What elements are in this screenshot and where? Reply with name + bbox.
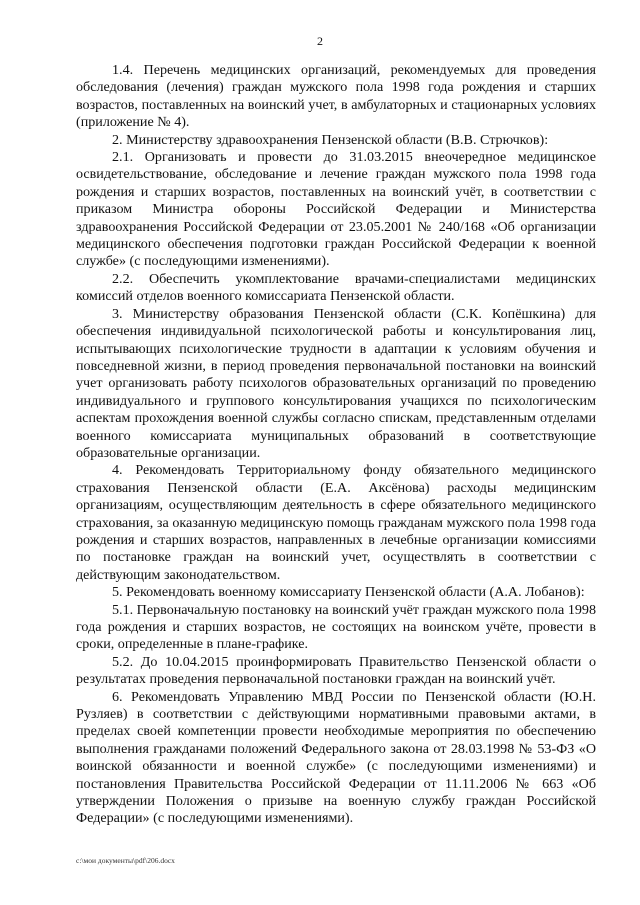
paragraph-2-1: 2.1. Организовать и провести до 31.03.2015 внеочередное медицинское освидетельствование, обследование и лечение граждан мужского пола 1998 года рождения и старших возрастов, поставленных на воинский учёт, в соответствии с приказом Министра обороны Российской Федерации и Министерства здравоохранения Российской Федерации от 23.05.2001 № 240/168 «Об организации медицинского обеспечения подготовки граждан Российской Федерации к военной службе» (с последующими изменениями). [76, 149, 596, 270]
paragraph-5: 5. Рекомендовать военному комиссариату Пензенской области (А.А. Лобанов): [112, 584, 585, 601]
footer-file-path: c:\мои документы\pdf\206.docx [76, 856, 175, 865]
paragraph-3: 3. Министерству образования Пензенской области (С.К. Копёшкина) для обеспечения индивидуальной психологической работы и консультирования лиц, испытывающих психологические трудности в адаптации к условиям обучения и повседневной жизни, в период проведения первоначальной постановки на воинский учет организовать работу психологов образовательных организаций по проведению индивидуального и группового консультирования учащихся по психологическим аспектам прохождения военной службы согласно спискам, представленным отделами военного комиссариата муниципальных образований в соответствующие образовательные организации. [76, 305, 596, 461]
paragraph-1-4: 1.4. Перечень медицинских организаций, рекомендуемых для проведения обследования (лечения) граждан мужского пола 1998 года рождения и старших возрастов, поставленных на воинский учет, в амбулаторных и стационарных условиях (приложение № 4). [76, 62, 596, 131]
paragraph-5-1: 5.1. Первоначальную постановку на воинский учёт граждан мужского пола 1998 года рождения и старших возрастов, не состоящих на воинском учёте, провести в сроки, определенные в плане-графике. [76, 601, 597, 653]
page-number: 2 [317, 34, 323, 48]
document-body [76, 62, 596, 828]
paragraph-6: 6. Рекомендовать Управлению МВД России по Пензенской области (Ю.Н. Рузляев) в соответствии с действующими нормативными правовыми актами, в пределах своей компетенции провести необходимые мероприятия по обеспечению выполнения гражданами положений Федерального закона от 28.03.1998 № 53-ФЗ «О воинской обязанности и военной службе» (с последующими изменениями) и постановления Правительства Российской Федерации от 11.11.2006 № 663 «Об утверждении Положения о призыве на военную службу граждан Российской Федерации» (с последующими изменениями). [76, 688, 596, 827]
paragraph-2-2: 2.2. Обеспечить укомплектование врачами-специалистами медицинских комиссий отделов военного комиссариата Пензенской области. [76, 270, 596, 305]
paragraph-2: 2. Министерству здравоохранения Пензенской области (В.В. Стрючков): [112, 131, 549, 148]
paragraph-5-2: 5.2. До 10.04.2015 проинформировать Правительство Пензенской области о результатах проведения первоначальной постановки граждан на воинский учёт. [76, 653, 596, 688]
paragraph-4: 4. Рекомендовать Территориальному фонду обязательного медицинского страхования Пензенской области (Е.А. Аксёнова) расходы медицинским организациям, осуществляющим деятельность в сфере обязательного медицинского страхования, за оказанную медицинскую помощь гражданам мужского пола 1998 года рождения и старших возрастов, направленных в лечебные организации комиссиями по постановке граждан на воинский учет, осуществлять в соответствии с действующим законодательством. [76, 462, 596, 583]
